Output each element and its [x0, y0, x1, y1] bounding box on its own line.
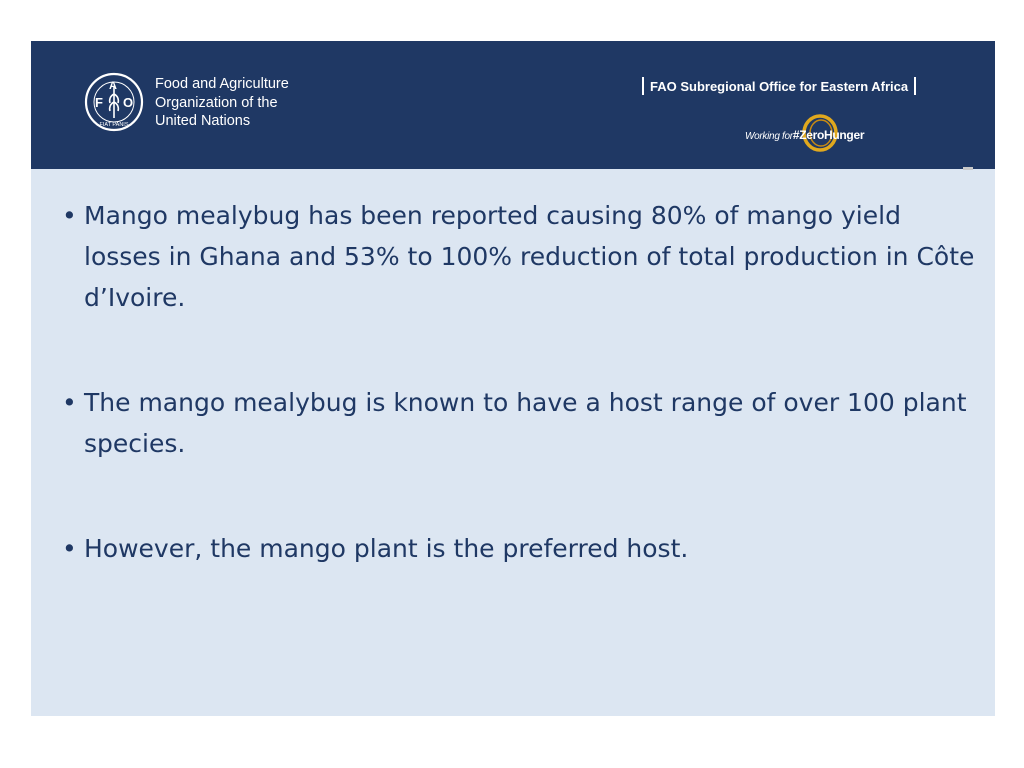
org-name-line-2: Organization of the	[155, 94, 278, 111]
slide	[31, 41, 995, 716]
corner-mark	[963, 167, 973, 170]
divider-left	[642, 77, 644, 95]
office-label	[636, 77, 922, 95]
divider-right	[914, 77, 916, 95]
bullet-item	[58, 382, 978, 464]
emblem-letter-f: F	[95, 95, 103, 110]
bullet-symbol: •	[62, 201, 77, 230]
campaign-prefix: Working for	[745, 131, 793, 142]
header-banner	[31, 41, 995, 169]
emblem-letter-a: A	[109, 80, 117, 92]
bullet-text: Mango mealybug has been reported causing 80% of mango yield losses in Ghana and 53% to 100% reduction of total production in Côte d’Ivoire.	[84, 201, 975, 312]
bullet-list	[58, 195, 978, 569]
bullet-item	[58, 195, 978, 318]
zero-hunger-logo	[743, 109, 865, 159]
campaign-brand: #ZeroHunger	[792, 128, 865, 142]
bullet-item	[58, 528, 978, 569]
fao-emblem-icon	[84, 72, 144, 132]
bullet-symbol: •	[62, 534, 77, 563]
bullet-symbol: •	[62, 388, 77, 417]
emblem-motto: FIAT PANIS	[99, 122, 129, 128]
org-name-line-1: Food and Agriculture	[155, 76, 289, 92]
bullet-text: The mango mealybug is known to have a host range of over 100 plant species.	[84, 388, 967, 458]
office-name: FAO Subregional Office for Eastern Africa	[650, 78, 909, 94]
organization-name	[155, 75, 289, 131]
org-name-line-3: United Nations	[155, 113, 251, 129]
bullet-text: However, the mango plant is the preferred host.	[84, 534, 689, 563]
campaign-text	[745, 128, 864, 142]
emblem-letter-o: O	[123, 95, 134, 110]
